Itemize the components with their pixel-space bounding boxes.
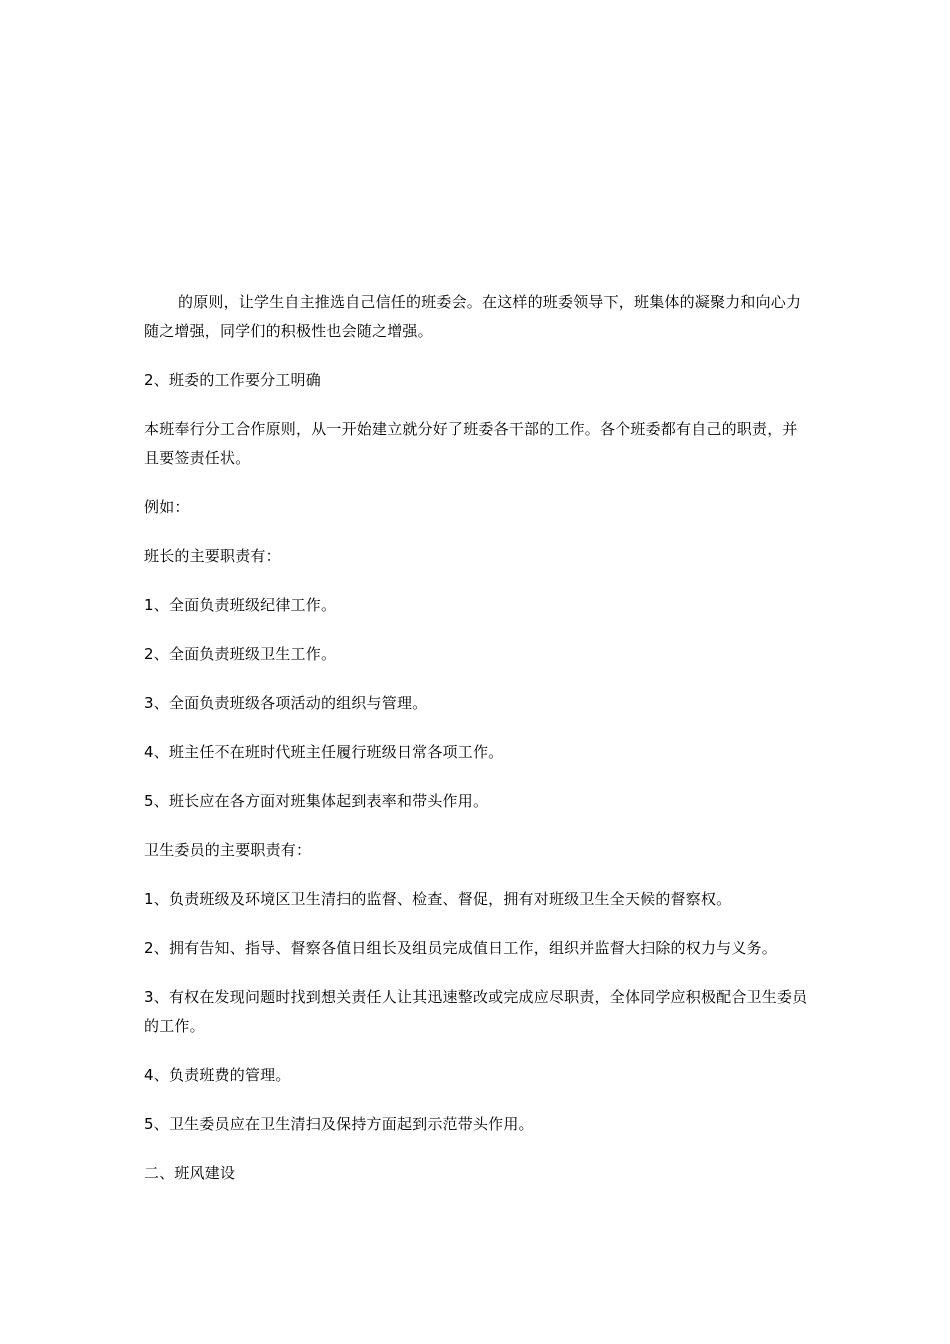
paragraph-for-example: 例如： [144,498,190,516]
list-item-monitor-duty-1: 1、全面负责班级纪律工作。 [144,596,337,614]
document-body [144,288,810,1208]
list-item-hygiene-duty-3: 3、有权在发现问题时找到想关责任人让其迅速整改或完成应尽职责，全体同学应积极配合卫生委员的工作。 [144,988,808,1035]
heading-class-spirit: 二、班风建设 [144,1164,236,1182]
paragraph-class-committee-principle: 的原则，让学生自主推选自己信任的班委会。在这样的班委领导下，班集体的凝聚力和向心力随之增强，同学们的积极性也会随之增强。 [144,293,802,340]
heading-committee-division: 2、班委的工作要分工明确 [144,371,321,389]
list-item-hygiene-duty-4: 4、负责班费的管理。 [144,1066,291,1084]
list-item-hygiene-duty-2: 2、拥有告知、指导、督察各值日组长及组员完成值日工作，组织并监督大扫除的权力与义务。 [144,939,777,957]
heading-hygiene-duties: 卫生委员的主要职责有： [144,841,312,859]
list-item-monitor-duty-4: 4、班主任不在班时代班主任履行班级日常各项工作。 [144,743,504,761]
list-item-hygiene-duty-1: 1、负责班级及环境区卫生清扫的监督、检查、督促，拥有对班级卫生全天候的督察权。 [144,890,732,908]
paragraph-division-principle: 本班奉行分工合作原则，从一开始建立就分好了班委各干部的工作。各个班委都有自己的职责，并且要签责任状。 [144,420,798,467]
list-item-hygiene-duty-5: 5、卫生委员应在卫生清扫及保持方面起到示范带头作用。 [144,1115,534,1133]
heading-monitor-duties: 班长的主要职责有： [144,547,281,565]
list-item-monitor-duty-5: 5、班长应在各方面对班集体起到表率和带头作用。 [144,792,489,810]
list-item-monitor-duty-2: 2、全面负责班级卫生工作。 [144,645,337,663]
list-item-monitor-duty-3: 3、全面负责班级各项活动的组织与管理。 [144,694,428,712]
